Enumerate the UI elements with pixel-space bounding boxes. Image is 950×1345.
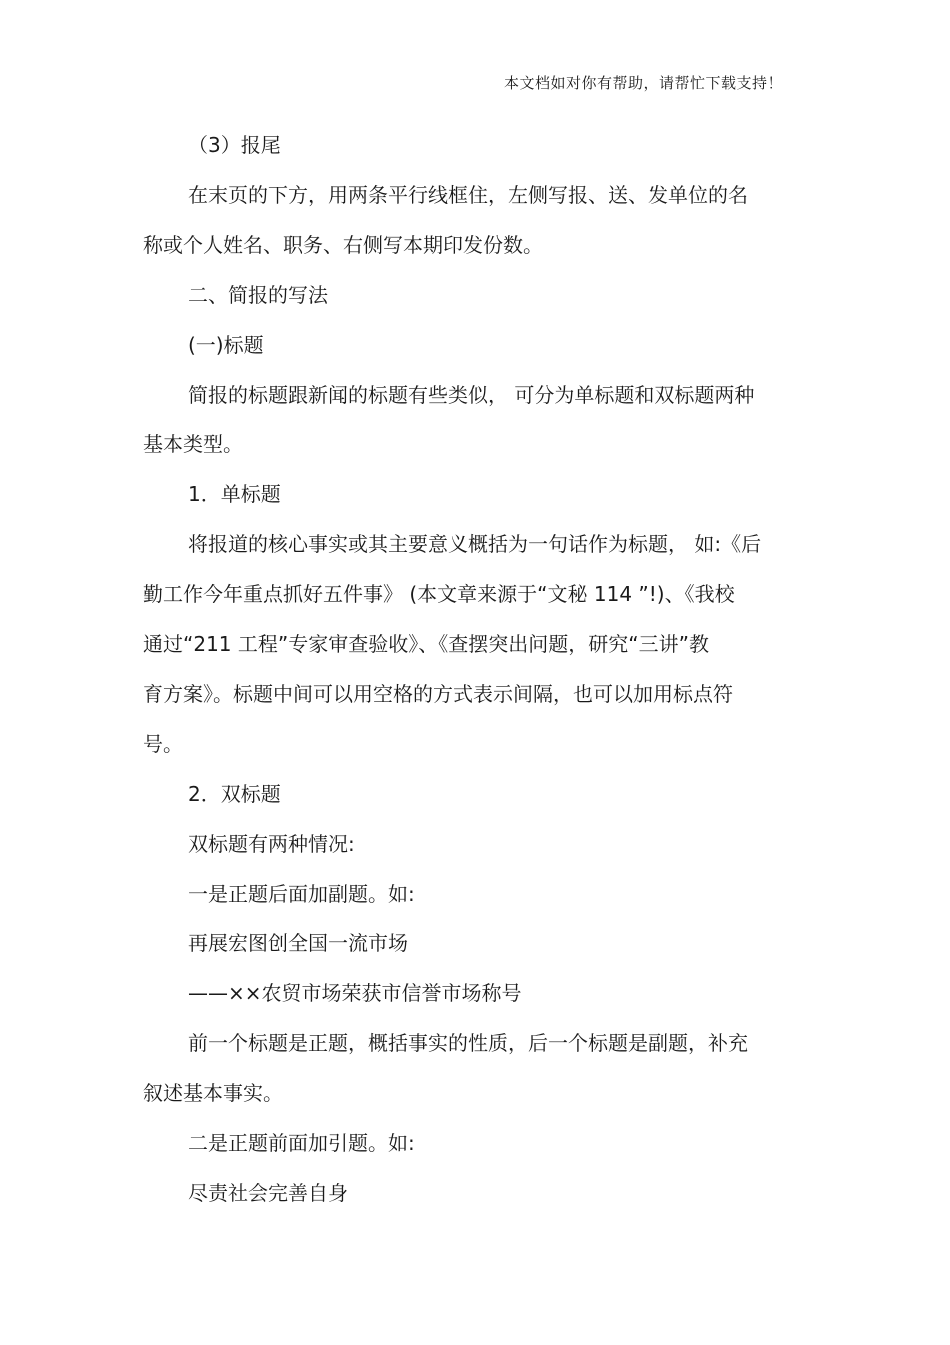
paragraph-line: 育方案》。标题中间可以用空格的方式表示间隔，也可以加用标点符 xyxy=(143,682,733,706)
paragraph-line: 勤工作今年重点抓好五件事》 (本文章来源于“文秘 114 ”!)、《我校 xyxy=(143,582,735,606)
paragraph-line: 称或个人姓名、职务、右侧写本期印发份数。 xyxy=(143,233,543,257)
paragraph-line: 简报的标题跟新闻的标题有些类似， 可分为单标题和双标题两种 xyxy=(188,383,755,407)
paragraph-line: 双标题有两种情况: xyxy=(188,832,355,856)
paragraph-line: 号。 xyxy=(143,732,183,756)
paragraph-line: （3）报尾 xyxy=(188,133,281,157)
header-note: 本文档如对你有帮助，请帮忙下载支持！ xyxy=(504,74,784,92)
paragraph-line: 通过“211 工程”专家审查验收》、《查摆突出问题，研究“三讲”教 xyxy=(143,632,709,656)
paragraph-line: 基本类型。 xyxy=(143,432,243,456)
paragraph-line: 2．双标题 xyxy=(188,782,281,806)
paragraph-line: 再展宏图创全国一流市场 xyxy=(188,931,408,955)
paragraph-line: 一是正题后面加副题。如: xyxy=(188,882,415,906)
paragraph-line: 在末页的下方，用两条平行线框住，左侧写报、送、发单位的名 xyxy=(188,183,748,207)
paragraph-line: 前一个标题是正题，概括事实的性质，后一个标题是副题，补充 xyxy=(188,1031,748,1055)
paragraph-line: 尽责社会完善自身 xyxy=(188,1181,348,1205)
paragraph-line: 叙述基本事实。 xyxy=(143,1081,283,1105)
paragraph-line: ——××农贸市场荣获市信誉市场称号 xyxy=(188,981,522,1005)
paragraph-line: (一)标题 xyxy=(188,333,264,357)
paragraph-line: 1．单标题 xyxy=(188,482,281,506)
paragraph-line: 二是正题前面加引题。如: xyxy=(188,1131,415,1155)
paragraph-line: 二、简报的写法 xyxy=(188,283,328,307)
paragraph-line: 将报道的核心事实或其主要意义概括为一句话作为标题， 如:《后 xyxy=(188,532,762,556)
